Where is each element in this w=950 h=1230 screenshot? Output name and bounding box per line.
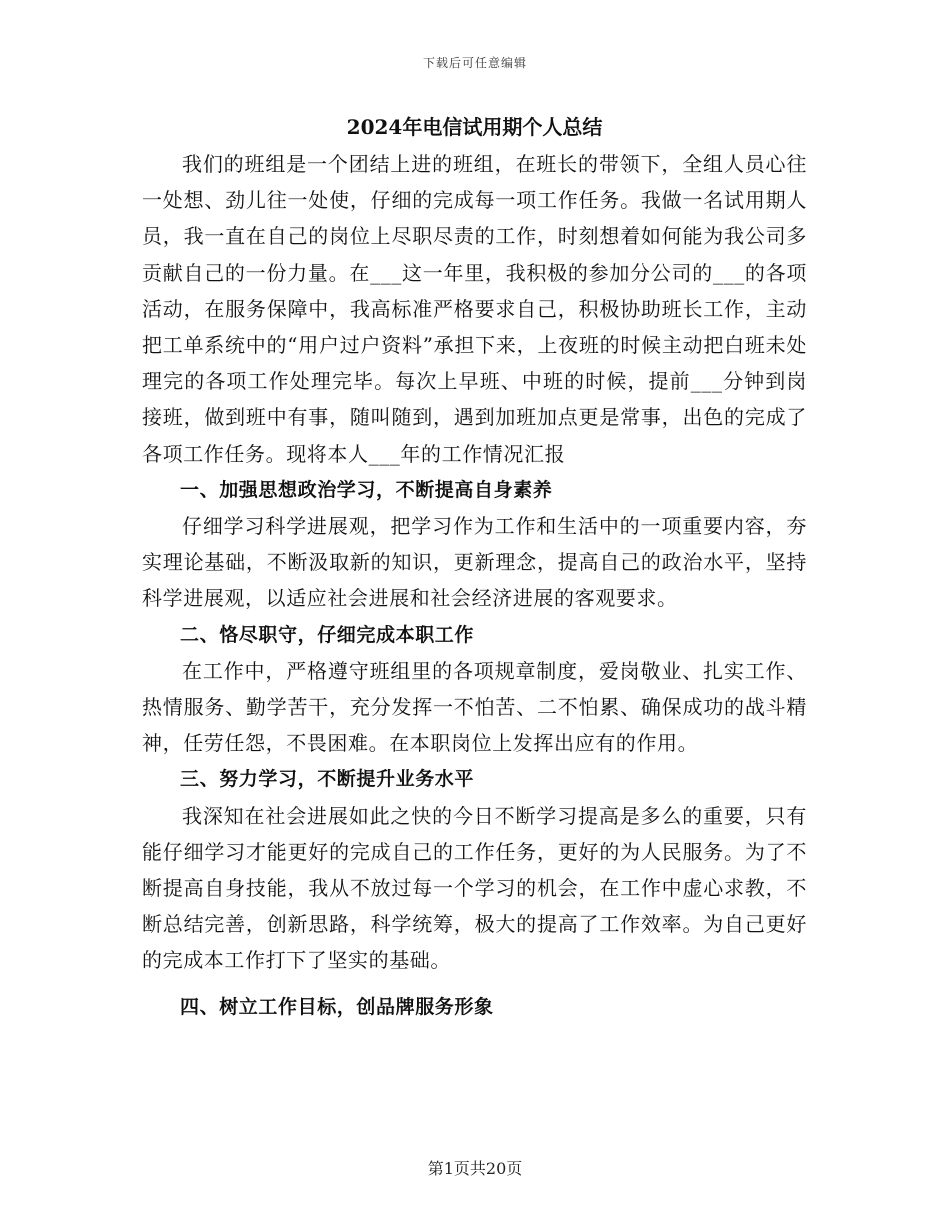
section-2-paragraph: 在工作中，严格遵守班组里的各项规章制度，爱岗敬业、扎实工作、热情服务、勤学苦干，充分发挥一不怕苦、二不怕累、确保成功的战斗精神，任劳任怨，不畏困难。在本职岗位上发挥出应有的作用。 xyxy=(142,658,807,756)
document-body xyxy=(142,112,807,1025)
section-3-paragraph: 我深知在社会进展如此之快的今日不断学习提高是多么的重要，只有能仔细学习才能更好的完成自己的工作任务，更好的为人民服务。为了不断提高自身技能，我从不放过每一个学习的机会，在工作中虚心求教，不断总结完善，创新思路，科学统筹，极大的提高了工作效率。为自己更好的完成本工作打下了坚实的基础。 xyxy=(142,803,807,973)
section-3-heading: 三、努力学习，不断提升业务水平 xyxy=(180,768,475,791)
page-number-footer: 第1页共20页 xyxy=(427,1159,523,1178)
header-note: 下载后可任意编辑 xyxy=(422,56,527,70)
section-2-heading: 二、恪尽职守，仔细完成本职工作 xyxy=(180,623,475,646)
intro-paragraph: 我们的班组是一个团结上进的班组，在班长的带领下，全组人员心往一处想、劲儿往一处使，仔细的完成每一项工作任务。我做一名试用期人员，我一直在自己的岗位上尽职尽责的工作，时刻想着如何能为我公司多贡献自己的一份力量。在___这一年里，我积极的参加分公司的___的各项活动，在服务保障中，我高标准严格要求自己，积极协助班长工作，主动把工单系统中的“用户过户资料”承担下来，上夜班的时候主动把白班未处理完的各项工作处理完毕。每次上早班、中班的时候，提前___分钟到岗接班，做到班中有事，随叫随到，遇到加班加点更是常事，出色的完成了各项工作任务。现将本人___年的工作情况汇报 xyxy=(142,152,807,466)
document-title: 2024年电信试用期个人总结 xyxy=(346,115,603,139)
section-1-heading: 一、加强思想政治学习，不断提高自身素养 xyxy=(180,478,553,501)
section-4-heading: 四、树立工作目标，创品牌服务形象 xyxy=(180,995,494,1018)
section-1-paragraph: 仔细学习科学进展观，把学习作为工作和生活中的一项重要内容，夯实理论基础，不断汲取新的知识，更新理念，提高自己的政治水平，坚持科学进展观，以适应社会进展和社会经济进展的客观要求。 xyxy=(142,514,807,611)
